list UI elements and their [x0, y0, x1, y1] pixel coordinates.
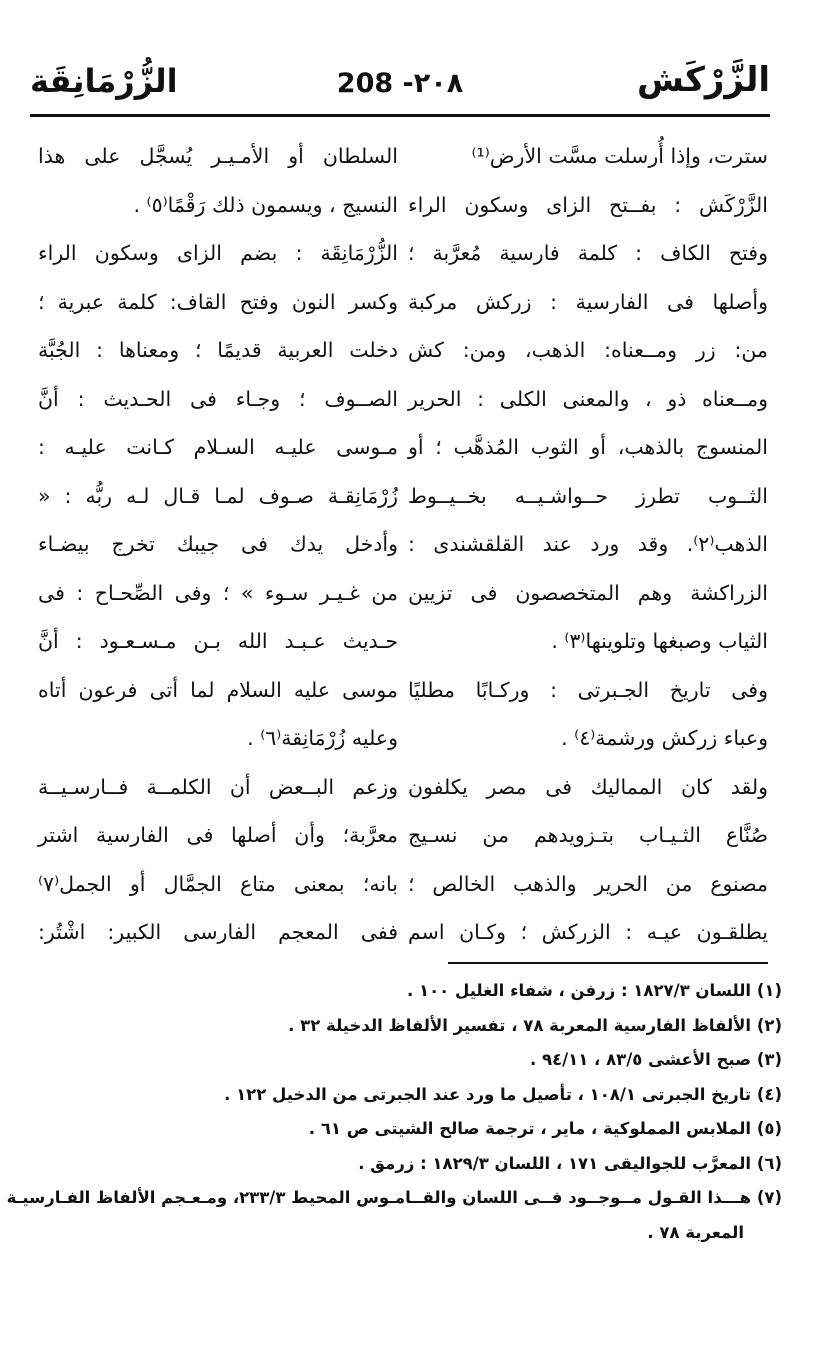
- text-line: ففى المعجم الفارسى الكبير: اشْتُر:: [38, 920, 398, 944]
- right-column: [408, 132, 768, 957]
- text-line: الزَّرْكَش : بفــتح الزاى وسكون الراء: [408, 192, 768, 217]
- left-column: [38, 132, 398, 957]
- text-line: وعليه زُرْمَانِقة⁽٦⁾ .: [247, 726, 398, 750]
- page-number: 208 -٢٠٨: [336, 68, 464, 99]
- text-line: الثــوب تطرز حــواشـيــه بخــيــوط: [408, 483, 768, 508]
- footnote: (٦) المعرَّب للجواليقى ١٧١ ، اللسان ١٨٢٩/٣ : زرمق .: [358, 1153, 782, 1173]
- text-line: النسيج ، ويسمون ذلك رَقْمًا⁽٥⁾ .: [133, 192, 398, 217]
- text-line: السلطان أو الأمـيـر يُسجَّل على هذا: [38, 144, 398, 168]
- text-line: وعباء زركش ورشمة⁽٤⁾ .: [561, 726, 768, 750]
- page-header: [30, 52, 770, 112]
- footnote: (٣) صبح الأعشى ٨٣/٥ ، ٩٤/١١ .: [529, 1050, 782, 1069]
- text-line: حـديث عـبـد الله بـن مـسـعـود : أنَّ: [38, 629, 398, 653]
- text-line: وكسر النون وفتح القاف: كلمة عبرية ؛: [38, 289, 398, 314]
- text-line: سترت، وإذا أُرسلت مسَّت الأرض⁽¹⁾: [471, 144, 768, 168]
- footnotes: [6, 974, 782, 1250]
- text-line: الثياب وصبغها وتلوينها⁽٣⁾ .: [551, 629, 768, 653]
- header-rule: [30, 114, 770, 117]
- text-line: يطلقـون عيـه : الزركش ؛ وكـان اسم: [408, 920, 768, 944]
- text-line: وأصلها فى الفارسية : زركش مركبة: [408, 289, 768, 314]
- text-line: المنسوج بالذهب، أو الثوب المُذهَّب ؛ أو: [408, 435, 768, 459]
- text-line: معرَّبة؛ وأن أصلها فى الفارسية اشتر: [38, 823, 398, 847]
- text-line: الصــوف ؛ وجـاء فى الحـديث : أنَّ: [38, 386, 398, 411]
- text-line: وفى تاريخ الجـبرتى : وركـابًا مطليًا: [408, 677, 768, 702]
- footnote-rule: [448, 962, 768, 964]
- footnote: (١) اللسان ١٨٢٧/٣ : زرفن ، شفاء الغليل ١٠٠ .: [406, 981, 782, 1000]
- running-head-left: الزُّرْمَانِقَة: [30, 62, 178, 100]
- footnote-continuation: المعربة ٧٨ .: [647, 1222, 744, 1242]
- running-head-right: الزَّرْكَش: [637, 60, 770, 100]
- text-line: وأدخل يدك فى جيبك تخرج بيضـاء: [38, 532, 398, 556]
- text-line: الزُّرْمَانِقَة : بضم الزاى وسكون الراء: [38, 241, 398, 265]
- text-line: دخلت العربية قديمًا ؛ ومعناها : الجُبَّة: [38, 338, 398, 362]
- footnote: (٤) تاريخ الجبرتى ١٠٨/١ ، تأصيل ما ورد عند الجبرتى من الدخيل ١٢٢ .: [224, 1084, 782, 1104]
- footnote: (٧) هـــذا القـول مــوجــود فــى اللسان والقــامـوس المحيط ٢٣٣/٣، ومـعـجم الألفاظ الفـارسيـة: [6, 1188, 782, 1207]
- text-line: من غـيـر سـوء » ؛ وفى الصِّحـاح : فى: [38, 580, 398, 605]
- text-line: ومــعناه ذو ، والمعنى الكلى : الحرير: [408, 386, 768, 411]
- text-line: الذهب⁽٢⁾. وقد ورد عند القلقشندى :: [408, 532, 768, 556]
- text-line: الزراكشة وهم المتخصصون فى تزيين: [408, 580, 768, 605]
- text-line: مصنوع من الحرير والذهب الخالص ؛: [408, 871, 768, 896]
- text-line: صُنَّاع الثـيـاب بتـزويدهم من نسـيج: [408, 823, 768, 847]
- text-line: وفتح الكاف : كلمة فارسية مُعرَّبة ؛: [408, 241, 768, 265]
- text-line: وزعم البــعض أن الكلمــة فــارسـيــة: [38, 774, 398, 799]
- text-line: بانه؛ بمعنى متاع الجمَّال أو الجمل⁽٧⁾: [38, 871, 398, 896]
- text-line: مـوسى عليـه السـلام كـانت عليـه :: [38, 435, 398, 459]
- text-line: ولقد كان المماليك فى مصر يكلفون: [408, 774, 768, 799]
- footnote: (٢) الألفاظ الفارسية المعربة ٧٨ ، تفسير الألفاظ الدخيلة ٣٢ .: [288, 1015, 782, 1035]
- text-line: من: زر ومــعناه: الذهب، ومن: كش: [408, 338, 768, 362]
- text-line: موسى عليه السلام لما أتى فرعون أتاه: [38, 677, 398, 702]
- text-line: زُرْمَانِقـة صـوف لمـا قـال لـه ربُّه : «: [38, 483, 398, 508]
- footnote: (٥) الملابس المملوكية ، ماير ، ترجمة صالح الشيتى ص ٦١ .: [308, 1119, 782, 1138]
